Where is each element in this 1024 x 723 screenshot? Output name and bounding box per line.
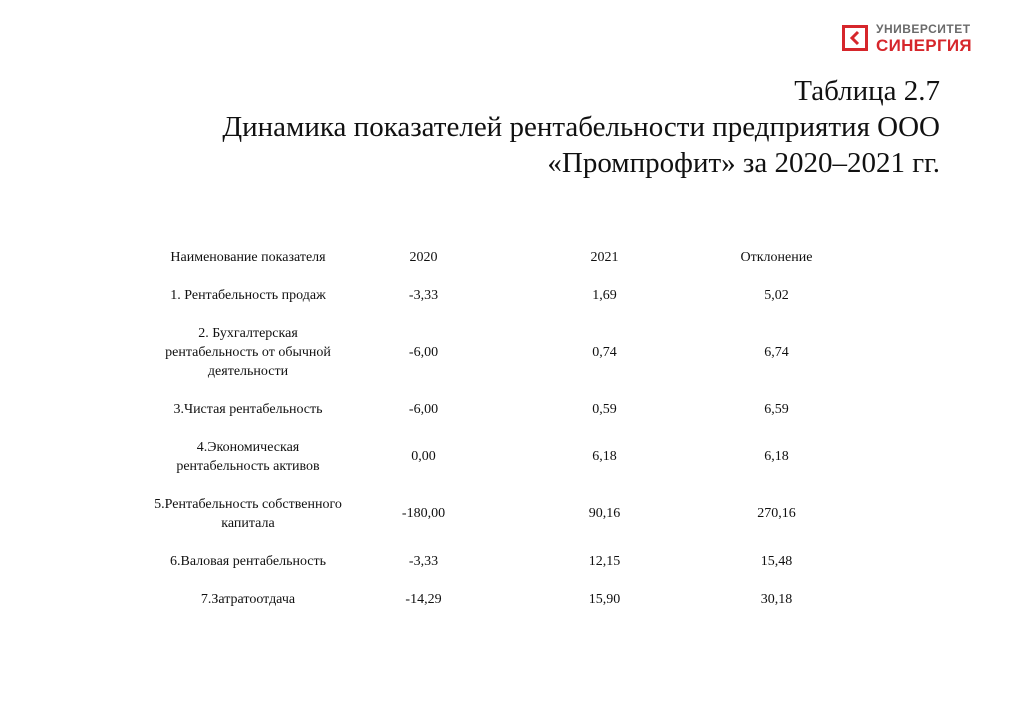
deviation: 270,16: [757, 506, 796, 521]
deviation: 6,59: [764, 401, 789, 417]
value-2020: -6,00: [408, 401, 439, 417]
value-2021: 1,69: [592, 287, 617, 303]
synergy-logo-icon: [842, 25, 868, 51]
table-row: [150, 390, 845, 428]
title-line2: Динамика показателей рентабельности предприятия ООО: [222, 111, 940, 143]
value-2021: 12,15: [588, 553, 621, 569]
logo-line1: УНИВЕРСИТЕТ: [876, 21, 971, 36]
indicator-name: 5.Рентабельность собственного капитала: [154, 496, 342, 531]
deviation: 6,18: [764, 449, 789, 464]
title-line1: Таблица 2.7: [794, 75, 940, 107]
table-row: [150, 314, 845, 390]
slide-title: [222, 73, 940, 181]
indicator-name: 1. Рентабельность продаж: [170, 287, 326, 303]
logo-line2: СИНЕРГИЯ: [876, 35, 972, 55]
table-header-row: [150, 238, 845, 276]
indicator-name: 4.Экономическая рентабельность активов: [176, 439, 320, 474]
header-cell: Отклонение: [740, 249, 813, 265]
table-row: [150, 485, 845, 542]
value-2021: 0,59: [592, 401, 617, 417]
logo-text: [876, 23, 972, 54]
profitability-table: [150, 238, 845, 618]
table-row: [150, 580, 845, 618]
value-2021: 15,90: [588, 591, 621, 607]
header-cell: Наименование показателя: [170, 249, 326, 265]
table-row: [150, 276, 845, 314]
value-2020: -14,29: [405, 591, 442, 607]
value-2021: 6,18: [592, 449, 617, 464]
value-2020: -6,00: [408, 344, 439, 360]
value-2021: 90,16: [588, 506, 621, 521]
table-row: [150, 542, 845, 580]
indicator-name: 3.Чистая рентабельность: [173, 401, 323, 417]
deviation: 15,48: [760, 553, 793, 569]
table-row: [150, 428, 845, 485]
deviation: 30,18: [760, 591, 793, 607]
university-logo: [842, 21, 972, 55]
value-2020: -3,33: [408, 553, 439, 569]
deviation: 5,02: [764, 287, 789, 303]
title-line3: «Промпрофит» за 2020–2021 гг.: [547, 147, 940, 179]
value-2020: -3,33: [408, 287, 439, 303]
indicator-name: 2. Бухгалтерская рентабельность от обычной деятельности: [165, 325, 331, 379]
indicator-name: 7.Затратоотдача: [200, 591, 296, 607]
deviation: 6,74: [764, 344, 789, 360]
indicator-name: 6.Валовая рентабельность: [169, 553, 327, 569]
header-cell: 2021: [590, 249, 619, 265]
value-2020: -180,00: [401, 506, 446, 521]
header-cell: 2020: [409, 249, 438, 265]
value-2021: 0,74: [592, 344, 617, 360]
value-2020: 0,00: [411, 449, 436, 464]
